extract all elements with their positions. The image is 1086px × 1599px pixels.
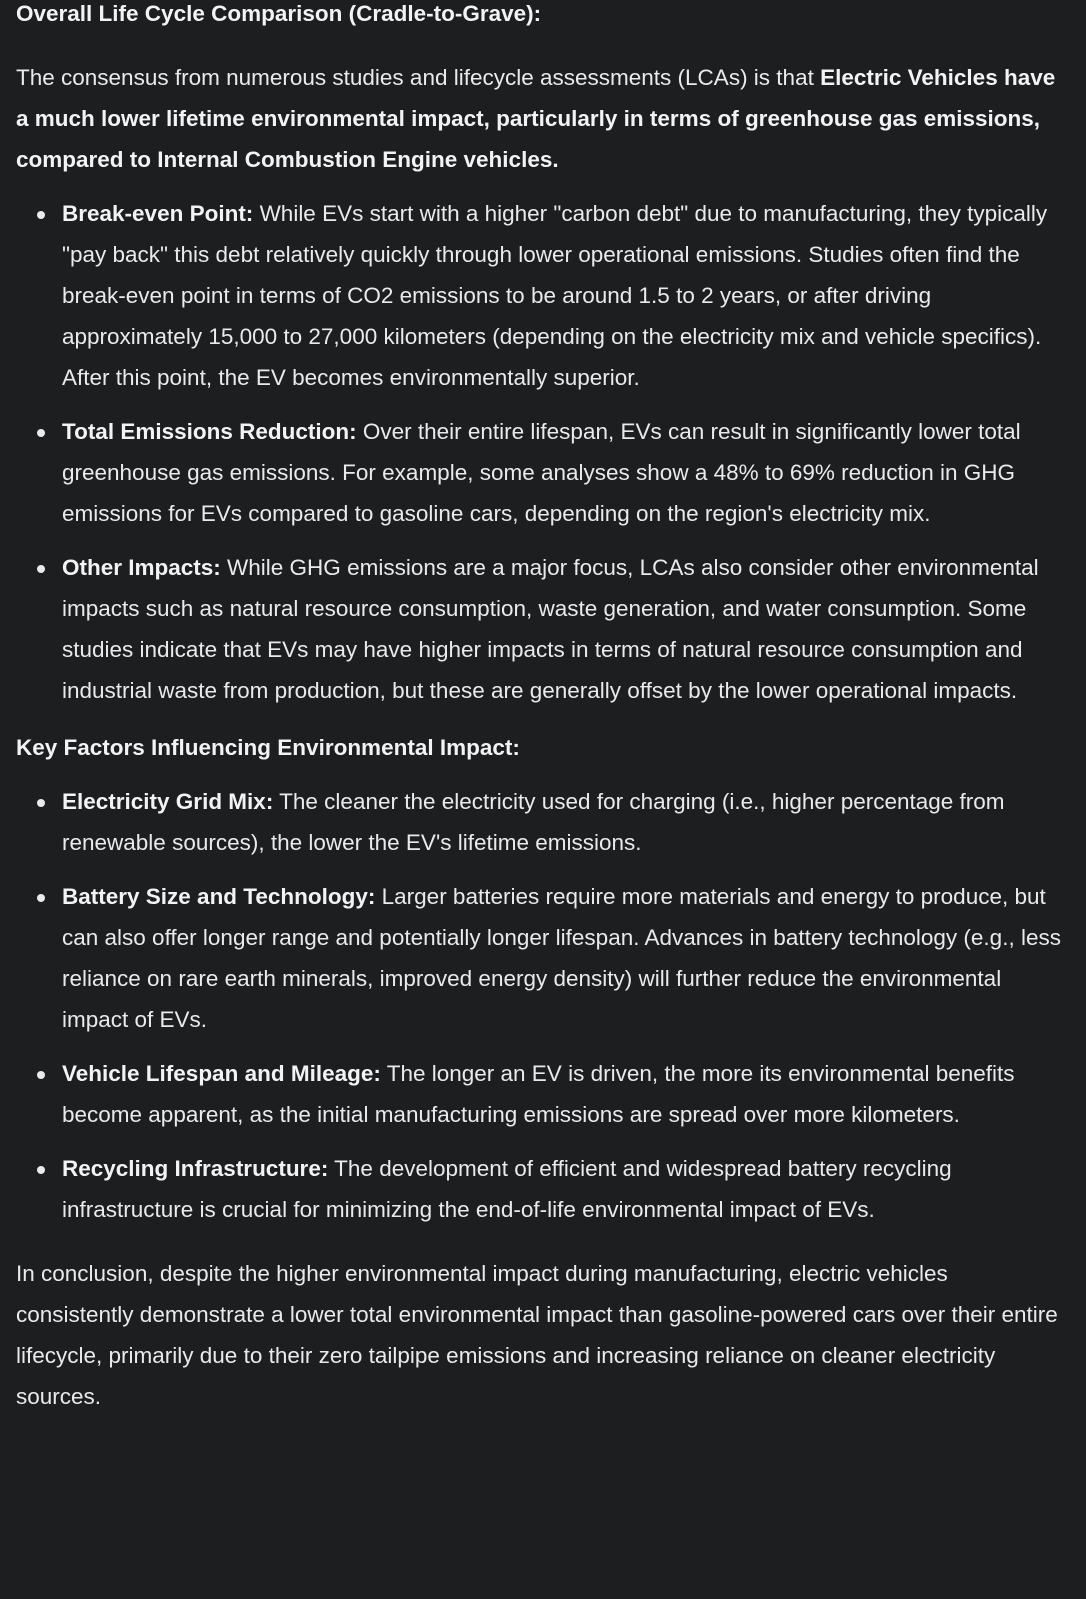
list-item-total-emissions bbox=[62, 411, 1070, 534]
section-heading-life-cycle: Overall Life Cycle Comparison (Cradle-to-Grave): bbox=[16, 1, 542, 26]
list-item-lifespan bbox=[62, 1053, 1070, 1135]
item-label: Break-even Point: bbox=[62, 201, 254, 226]
item-text: The longer an EV is driven, the more its environmental benefits become apparent, as the initial manufacturing emissions are spread over more kilometers. bbox=[62, 1061, 1015, 1127]
item-label: Total Emissions Reduction: bbox=[62, 419, 357, 444]
item-text: Over their entire lifespan, EVs can result in significantly lower total greenhouse gas emissions. For example, some analyses show a 48% to 69% reduction in GHG emissions for EVs compared to gasoline cars, depending on the region's electricity mix. bbox=[62, 419, 1021, 526]
life-cycle-list bbox=[16, 193, 1070, 711]
list-item-grid-mix bbox=[62, 781, 1070, 863]
list-item-recycling bbox=[62, 1148, 1070, 1230]
item-text: The cleaner the electricity used for charging (i.e., higher percentage from renewable sources), the lower the EV's lifetime emissions. bbox=[62, 789, 1005, 855]
item-text: While GHG emissions are a major focus, LCAs also consider other environmental impacts such as natural resource consumption, waste generation, and water consumption. Some studies indicate that EVs may have higher impacts in terms of natural resource consumption and industrial waste from production, but these are generally offset by the lower operational impacts. bbox=[62, 555, 1039, 703]
item-text: The development of efficient and widespread battery recycling infrastructure is crucial for minimizing the end-of-life environmental impact of EVs. bbox=[62, 1156, 952, 1222]
item-label: Electricity Grid Mix: bbox=[62, 789, 274, 814]
item-label: Vehicle Lifespan and Mileage: bbox=[62, 1061, 381, 1086]
intro-paragraph bbox=[16, 57, 1070, 180]
key-factors-list bbox=[16, 781, 1070, 1230]
item-label: Recycling Infrastructure: bbox=[62, 1156, 329, 1181]
list-item-battery bbox=[62, 876, 1070, 1040]
item-text: While EVs start with a higher "carbon debt" due to manufacturing, they typically "pay back" this debt relatively quickly through lower operational emissions. Studies often find the break-even point in terms of CO2 emissions to be around 1.5 to 2 years, or after driving approximately 15,000 to 27,000 kilometers (depending on the electricity mix and vehicle specifics). After this point, the EV becomes environmentally superior. bbox=[62, 201, 1048, 390]
intro-text: The consensus from numerous studies and lifecycle assessments (LCAs) is that bbox=[16, 65, 821, 90]
list-item-break-even bbox=[62, 193, 1070, 398]
item-label: Battery Size and Technology: bbox=[62, 884, 376, 909]
item-text: Larger batteries require more materials and energy to produce, but can also offer longer range and potentially longer lifespan. Advances in battery technology (e.g., less reliance on rare earth minerals, improved energy density) will further reduce the environmental impact of EVs. bbox=[62, 884, 1061, 1032]
conclusion-paragraph: In conclusion, despite the higher environmental impact during manufacturing, electric vehicles consistently demonstrate a lower total environmental impact than gasoline-powered cars over their entire lifecycle, primarily due to their zero tailpipe emissions and increasing reliance on cleaner electricity sources. bbox=[16, 1261, 1058, 1409]
list-item-other-impacts bbox=[62, 547, 1070, 711]
section-heading-key-factors: Key Factors Influencing Environmental Impact: bbox=[16, 735, 520, 760]
item-label: Other Impacts: bbox=[62, 555, 221, 580]
intro-bold-text: Electric Vehicles have a much lower lifetime environmental impact, particularly in terms of greenhouse gas emissions, compared to Internal Combustion Engine vehicles. bbox=[16, 65, 1056, 172]
